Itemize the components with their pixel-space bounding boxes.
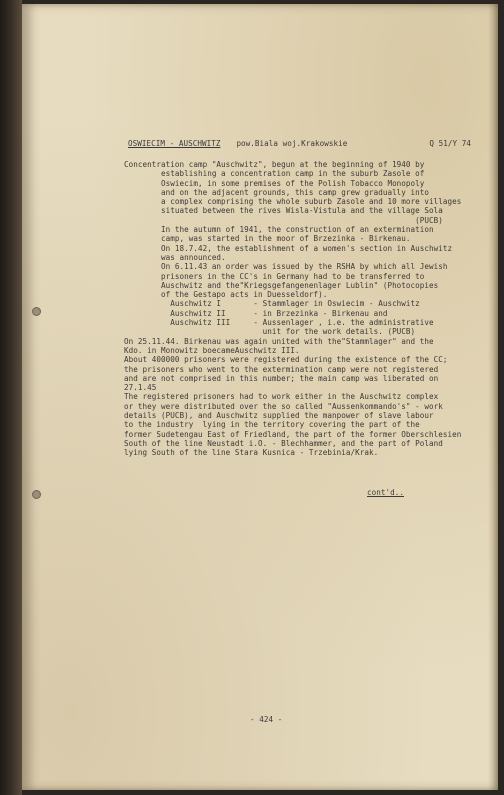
continued-note: cont'd.. (367, 488, 404, 497)
text-line: a complex comprising the whole suburb Zasole and 10 more villages (124, 197, 462, 207)
text-line: or they were distributed over the so called "Aussenkommando's" - work (124, 401, 443, 411)
binder-edge (0, 0, 22, 795)
document-body (124, 160, 461, 458)
header-district: pow.Biala woj.Krakowskie (236, 139, 348, 148)
text-line: About 400000 prisoners were registered during the existence of the CC; (124, 355, 448, 365)
page-number: - 424 - (250, 715, 283, 724)
text-line: lying South of the line Stara Kusnica - Trzebinia/Krak. (124, 448, 379, 458)
punch-hole (32, 490, 41, 499)
text-line: Kdo. in Monowitz boecameAuschwitz III. (124, 345, 300, 355)
text-line: the prisoners who went to the extermination camp were not registered (124, 364, 439, 374)
text-line: and are not comprised in this number; the main camp was liberated on (124, 373, 439, 383)
text-line: Concentration camp "Auschwitz", begun at the beginning of 1940 by (124, 160, 425, 169)
text-line: On 18.7.42, the establishment of a women's section in Auschwitz (124, 243, 453, 253)
text-line: Auschwitz III - Aussenlager , i.e. the administrative (124, 318, 434, 328)
text-line: former Sudetengau East of Friedland, the part of the former Oberschlesien (124, 429, 462, 439)
document-page (22, 4, 498, 790)
text-line: The registered prisoners had to work either in the Auschwitz complex (124, 392, 439, 402)
text-line: situated between the rives Wisla-Vistula and the village Sola (124, 206, 443, 216)
text-line: 27.1.45 (124, 383, 157, 393)
punch-hole (32, 307, 41, 316)
text-line: establishing a concentration camp in the suburb Zasole of (124, 169, 425, 179)
page-edge-shadow (488, 4, 498, 790)
document-header (128, 139, 471, 148)
text-line: On 6.11.43 an order was issued by the RSHA by which all Jewish (124, 262, 448, 272)
text-line: Oswiecim, in some premises of the Polish Tobacco Monopoly (124, 178, 425, 188)
text-line: details (PUCB), and Auschwitz supplied the manpower of slave labour (124, 411, 434, 421)
text-line: was announced. (124, 252, 226, 262)
text-line: Auschwitz II - in Brzezinka - Birkenau and (124, 308, 388, 318)
text-line: to the industry lying in the territory covering the part of the (124, 420, 420, 430)
text-line: unit for the work details. (PUCB) (124, 327, 416, 337)
text-line: prisoners in the CC's in Germany had to be transferred to (124, 271, 425, 281)
header-place: OSWIECIM - AUSCHWITZ (128, 139, 221, 148)
text-line: Auschwitz I - Stammlager in Oswiecim - Auschwitz (124, 299, 420, 309)
text-line: (PUCB) (124, 215, 443, 225)
text-line: camp, was started in the moor of Brzezinka - Birkenau. (124, 234, 411, 244)
text-line: In the autumn of 1941, the construction of an extermination (124, 225, 434, 235)
text-line: of the Gestapo acts in Duesseldorf). (124, 290, 328, 300)
text-line: Auschwitz and the"Kriegsgefangenenlager Lublin" (Photocopies (124, 280, 439, 290)
text-line: and on the adjacent grounds, this camp grew gradually into (124, 187, 430, 197)
text-line: On 25.11.44. Birkenau was again united with the"Stammlager" and the (124, 336, 434, 346)
text-line: South of the line Neustadt i.O. - Blechhammer, and the part of Poland (124, 438, 443, 448)
header-reference: Q 51/Y 74 (429, 139, 471, 148)
